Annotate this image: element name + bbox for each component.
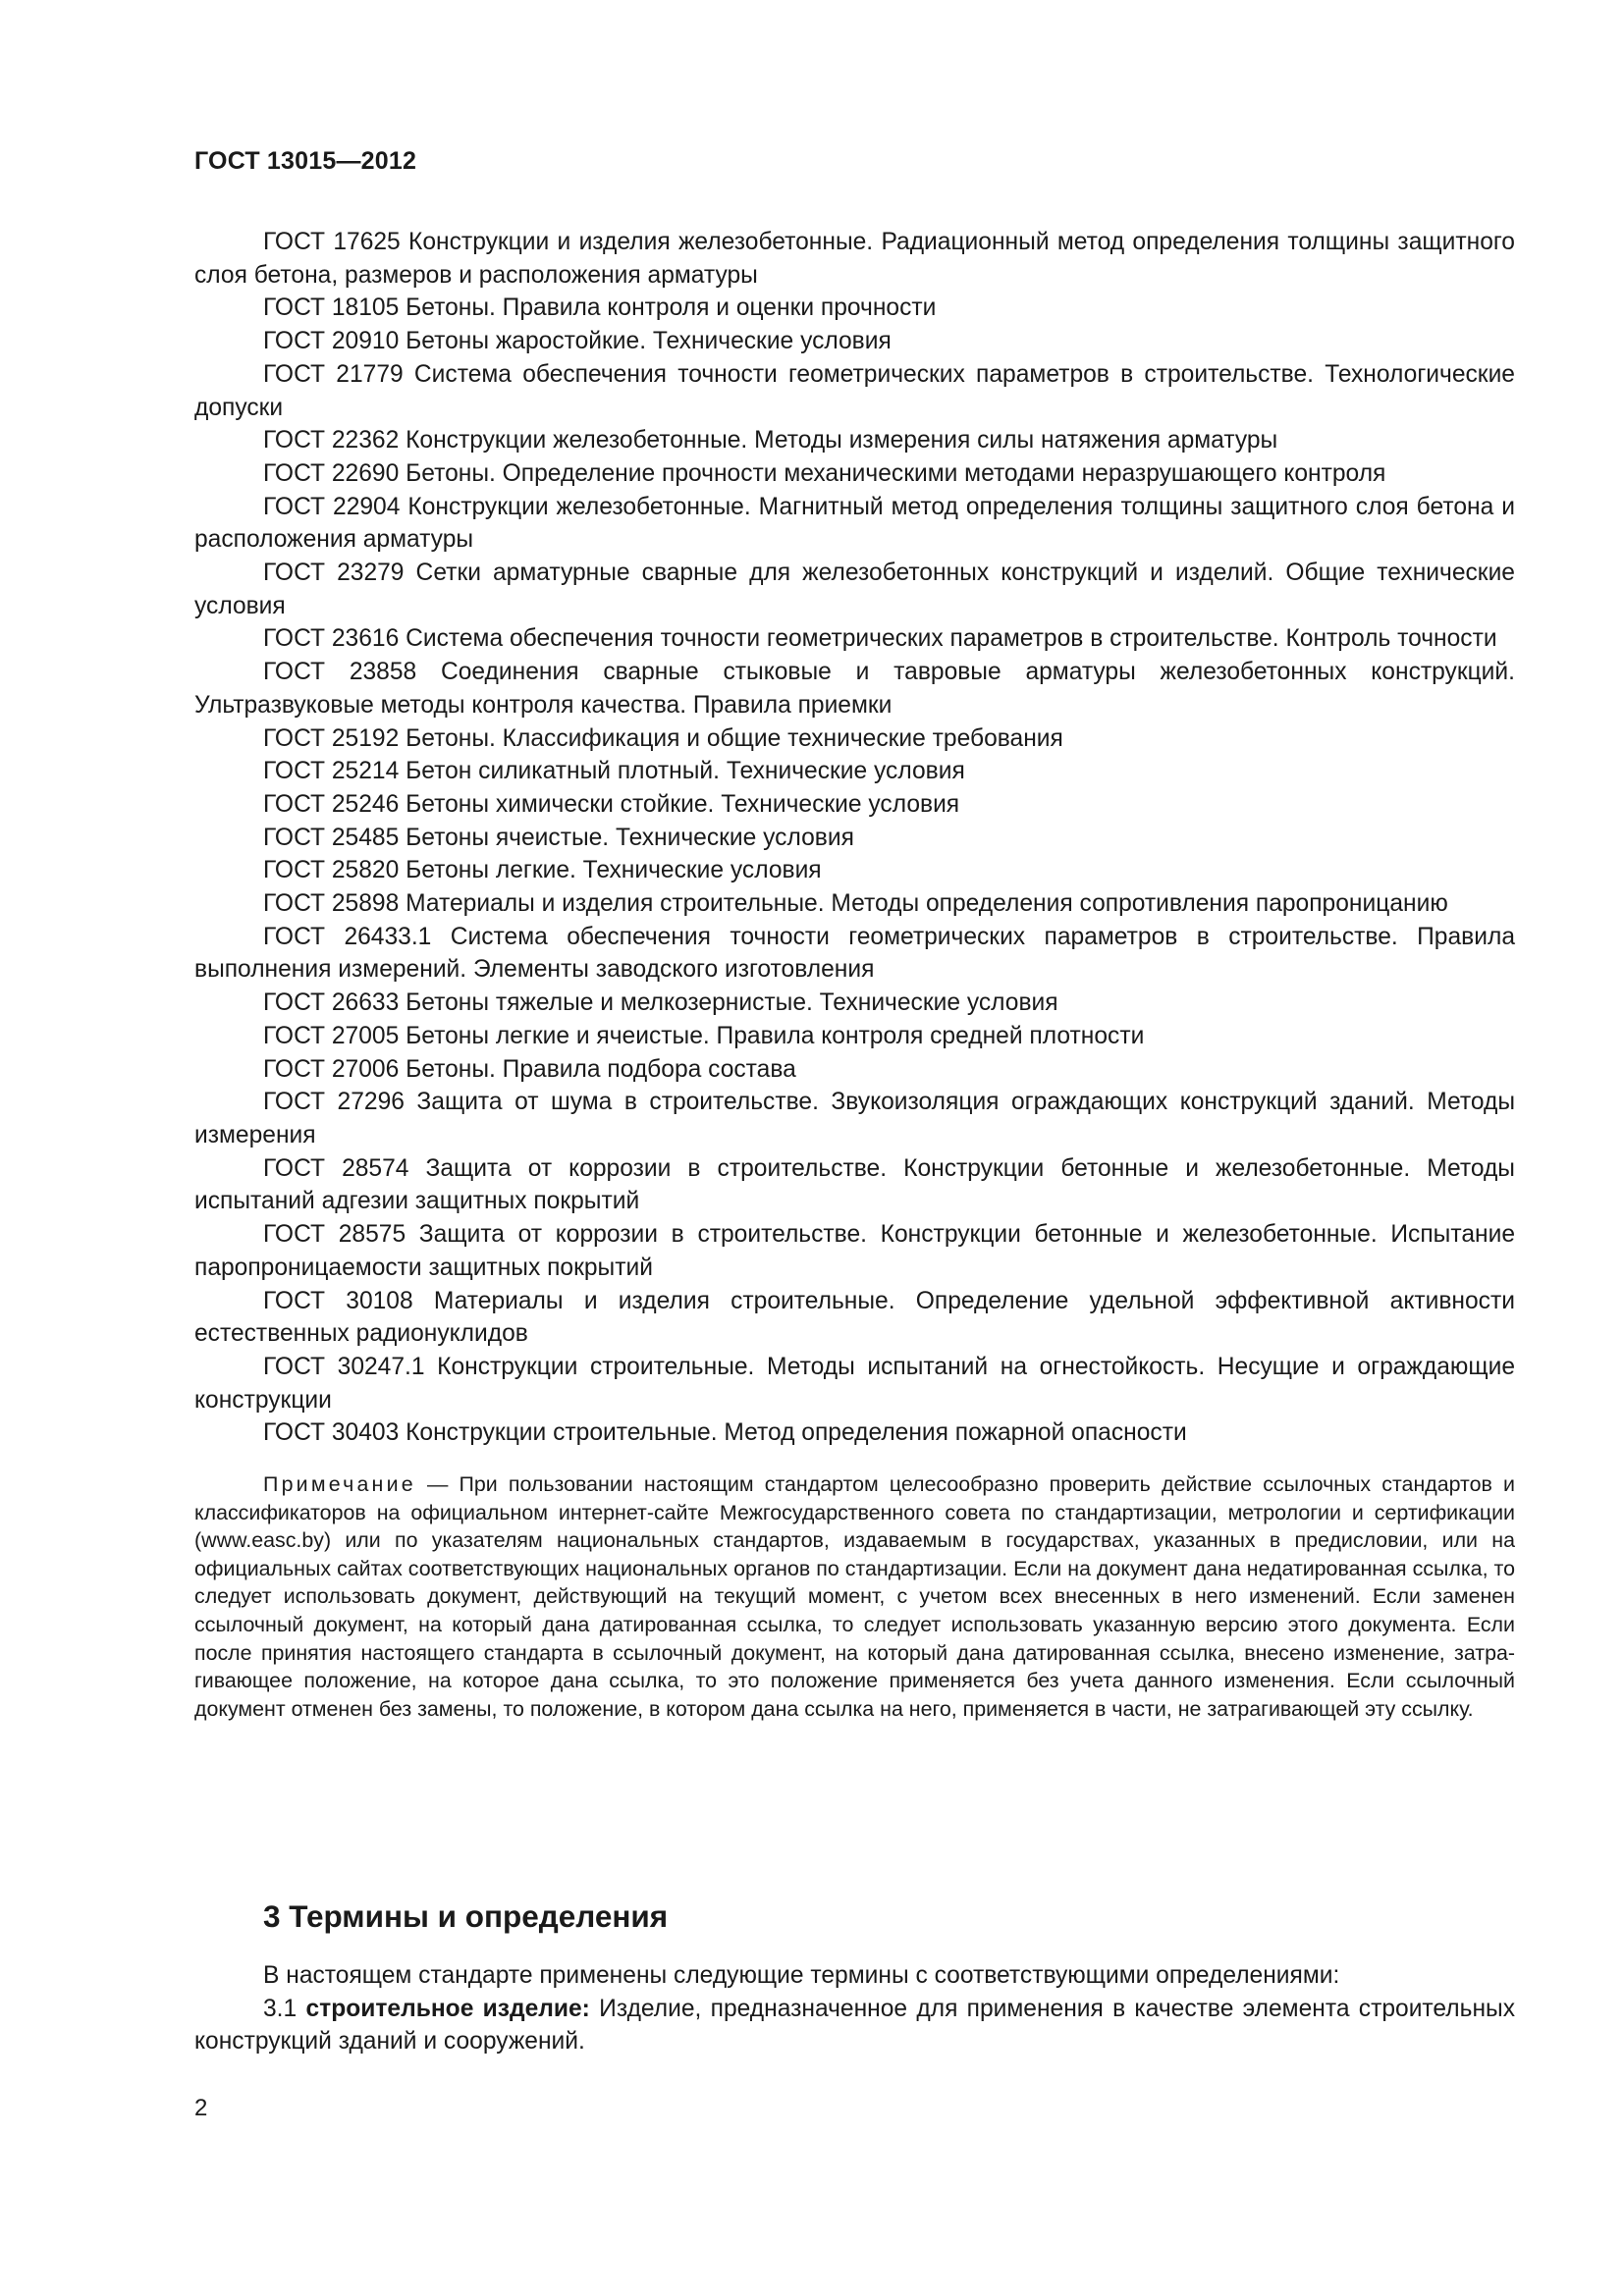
reference-item: ГОСТ 18105 Бетоны. Правила контроля и оценки прочности	[263, 294, 937, 322]
reference-item: ГОСТ 20910 Бетоны жаростойкие. Технические условия	[263, 328, 892, 355]
note-text: — При пользовании настоящим стандартом целесообразно проверить действие ссылочных стандартов и классификаторов на официальном интернет-сайте Межгосударственного совета по стандартизации, метрологии и сертификации (www.easc.by) или по указателям национальных стандартов, издаваемым в государствах, указанных в предисловии, или на официальных сайтах соответствующих национальных органов по стандартизации. Если на документ дана недатированная ссылка, то следует использовать документ, действующий на текущий момент, с учетом всех внесенных в него изменений. Если заменен ссылочный документ, на который дана датированная ссылка, то следует использовать указанную версию этого документа. Если после принятия настоящего стандарта в ссылочный документ, на который дана датированная ссылка, внесено изменение, затрагивающее положение, на которое дана ссылка, то это положение применяется без учета данного изменения. Если ссылочный документ отменен без замены, то положение, в котором дана ссылка на него, применяется в части, не затрагивающей эту ссылку.	[194, 1472, 1515, 1721]
term-definition	[194, 1993, 1515, 2058]
reference-item: ГОСТ 23279 Сетки арматурные сварные для железобетонных конструкций и изделий. Общие технические условия	[194, 560, 1515, 619]
reference-item: ГОСТ 30247.1 Конструкции строительные. Методы испытаний на огнестойкость. Несущие и ограждающие конструкции	[194, 1353, 1515, 1414]
reference-item: ГОСТ 27005 Бетоны легкие и ячеистые. Правила контроля средней плотности	[263, 1022, 1145, 1049]
reference-item: ГОСТ 25485 Бетоны ячеистые. Технические условия	[263, 824, 854, 851]
reference-item: ГОСТ 27006 Бетоны. Правила подбора состава	[263, 1055, 796, 1083]
reference-item: ГОСТ 25192 Бетоны. Классификация и общие технические требования	[263, 724, 1063, 752]
reference-item: ГОСТ 25246 Бетоны химически стойкие. Технические условия	[263, 790, 960, 818]
normative-references	[194, 226, 1515, 1723]
section-body	[194, 1959, 1515, 2058]
term-name: строительное изделие:	[305, 1995, 590, 2022]
section-heading: 3 Термины и определения	[263, 1898, 669, 1934]
reference-item: ГОСТ 28574 Защита от коррозии в строительстве. Конструкции бетонные и железобетонные. Методы испытаний адгезии защитных покрытий	[194, 1154, 1515, 1215]
reference-item: ГОСТ 25214 Бетон силикатный плотный. Технические условия	[263, 758, 965, 785]
reference-item: ГОСТ 23616 Система обеспечения точности геометрических параметров в строительстве. Контроль точности	[263, 625, 1497, 653]
reference-item: ГОСТ 22690 Бетоны. Определение прочности механическими методами неразрушающего контроля	[263, 459, 1386, 487]
note-label: Примечание	[263, 1472, 416, 1497]
reference-item: ГОСТ 23858 Соединения сварные стыковые и тавровые арматуры железобетонных конструкций. Ультразвуковые методы контроля качества. Правила приемки	[194, 659, 1515, 719]
page-number: 2	[194, 2095, 208, 2121]
reference-item: ГОСТ 22904 Конструкции железобетонные. Магнитный метод определения толщины защитного слоя бетона и расположения арматуры	[194, 493, 1515, 554]
reference-item: ГОСТ 30108 Материалы и изделия строительные. Определение удельной эффективной активности естественных радионуклидов	[194, 1287, 1515, 1348]
reference-item: ГОСТ 22362 Конструкции железобетонные. Методы измерения силы натяжения арматуры	[263, 427, 1278, 454]
reference-item: ГОСТ 26433.1 Система обеспечения точности геометрических параметров в строительстве. Правила выполнения измерений. Элементы заводского изготовления	[194, 923, 1515, 984]
reference-item: ГОСТ 28575 Защита от коррозии в строительстве. Конструкции бетонные и железобетонные. Испытание паропроницаемости защитных покрытий	[194, 1221, 1515, 1281]
reference-item: ГОСТ 25898 Материалы и изделия строительные. Методы определения сопротивления паропроницанию	[263, 890, 1448, 918]
term-text: Изделие, предназначенное для применения в качестве элемента строительных конструкций зданий и сооружений.	[194, 1995, 1515, 2056]
reference-item: ГОСТ 30403 Конструкции строительные. Метод определения пожарной опасности	[263, 1419, 1187, 1447]
reference-item: ГОСТ 25820 Бетоны легкие. Технические условия	[263, 857, 822, 884]
document-header: ГОСТ 13015—2012	[194, 147, 417, 175]
note-paragraph	[194, 1470, 1515, 1723]
reference-item: ГОСТ 27296 Защита от шума в строительстве. Звукоизоляция ограждающих конструкций зданий. Методы измерения	[194, 1089, 1515, 1148]
reference-item: ГОСТ 17625 Конструкции и изделия железобетонные. Радиационный метод определения толщины защитного слоя бетона, размеров и расположения арматуры	[194, 229, 1515, 289]
section-intro: В настоящем стандарте применены следующие термины с соответствующими определениями:	[263, 1962, 1340, 1989]
term-number: 3.1	[263, 1995, 298, 2022]
reference-item: ГОСТ 26633 Бетоны тяжелые и мелкозернистые. Технические условия	[263, 989, 1058, 1017]
reference-item: ГОСТ 21779 Система обеспечения точности геометрических параметров в строительстве. Технологические допуски	[194, 360, 1515, 421]
